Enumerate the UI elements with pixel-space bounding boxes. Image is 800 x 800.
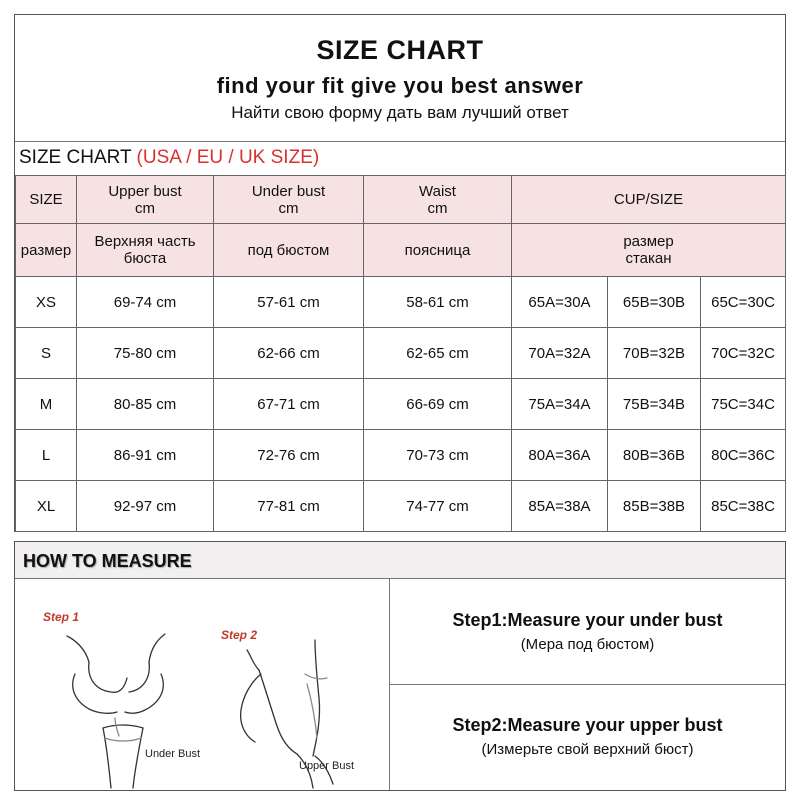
column-header: Under bust cm [214,176,364,224]
column-header: SIZE [16,176,77,224]
table-cell: 57-61 cm [214,277,364,328]
column-header-ru: размер стакан [512,224,786,277]
table-cell: 65A=30A [512,277,608,328]
size-label: XL [16,481,77,532]
table-cell: 69-74 cm [77,277,214,328]
chart-heading-label: SIZE CHART [19,147,137,168]
size-label: M [16,379,77,430]
under-bust-caption: Under Bust [145,748,201,760]
table-cell: 75A=34A [512,379,608,430]
column-header-ru: под бюстом [214,224,364,277]
table-cell: 67-71 cm [214,379,364,430]
table-cell: 72-76 cm [214,430,364,481]
table-cell: 80B=36B [608,430,701,481]
table-cell: 92-97 cm [77,481,214,532]
size-label: L [16,430,77,481]
size-label: S [16,328,77,379]
table-cell: 74-77 cm [364,481,512,532]
table-cell: 62-65 cm [364,328,512,379]
column-header-ru: поясница [364,224,512,277]
table-cell: 85B=38B [608,481,701,532]
step2-label: Step 2 [221,628,258,642]
table-row [16,277,786,328]
subtitle-russian: Найти свою форму дать вам лучший ответ [231,103,569,122]
column-header: Waist cm [364,176,512,224]
table-header-row [16,176,786,224]
table-cell: 80C=36C [701,430,786,481]
how-to-measure-header [15,542,785,579]
table-row [16,430,786,481]
chart-heading [19,147,319,169]
step2-block [390,685,785,790]
step2-subtitle: (Измерьте свой верхний бюст) [481,741,694,758]
table-cell: 85A=38A [512,481,608,532]
table-header-row-ru [16,224,786,277]
table-cell: 86-91 cm [77,430,214,481]
table-cell: 58-61 cm [364,277,512,328]
table-cell: 70C=32C [701,328,786,379]
how-to-measure-title: HOW TO MEASURE [23,551,192,571]
subtitle-english: find your fit give you best answer [216,73,584,98]
table-row [16,379,786,430]
column-header-ru: размер [16,224,77,277]
table-row [16,328,786,379]
measure-steps [390,578,785,790]
table-cell: 66-69 cm [364,379,512,430]
column-header: Upper bust cm [77,176,214,224]
step2-title: Step2:Measure your upper bust [452,715,723,735]
size-chart-panel [14,14,786,532]
table-row [16,481,786,532]
table-cell: 75-80 cm [77,328,214,379]
table-cell: 77-81 cm [214,481,364,532]
chart-heading-regions: (USA / EU / UK SIZE) [136,147,320,168]
table-cell: 80-85 cm [77,379,214,430]
title-area [15,15,785,142]
table-cell: 75B=34B [608,379,701,430]
table-cell: 70-73 cm [364,430,512,481]
step1-subtitle: (Мера под бюстом) [520,636,655,653]
upper-bust-caption: Upper Bust [299,760,355,772]
how-to-measure-panel [14,541,786,791]
table-cell: 75C=34C [701,379,786,430]
table-cell: 65C=30C [701,277,786,328]
table-cell: 65B=30B [608,277,701,328]
body-sketch-icon [15,578,389,790]
step1-block [390,578,785,685]
size-table [15,175,786,532]
page-title: SIZE CHART [316,35,484,65]
size-label: XS [16,277,77,328]
table-cell: 62-66 cm [214,328,364,379]
step1-label: Step 1 [43,610,80,624]
measure-illustration [15,578,390,790]
table-cell: 70A=32A [512,328,608,379]
column-header: CUP/SIZE [512,176,786,224]
table-cell: 85C=38C [701,481,786,532]
step1-title: Step1:Measure your under bust [452,610,723,630]
table-cell: 70B=32B [608,328,701,379]
column-header-ru: Верхняя часть бюста [77,224,214,277]
table-cell: 80A=36A [512,430,608,481]
